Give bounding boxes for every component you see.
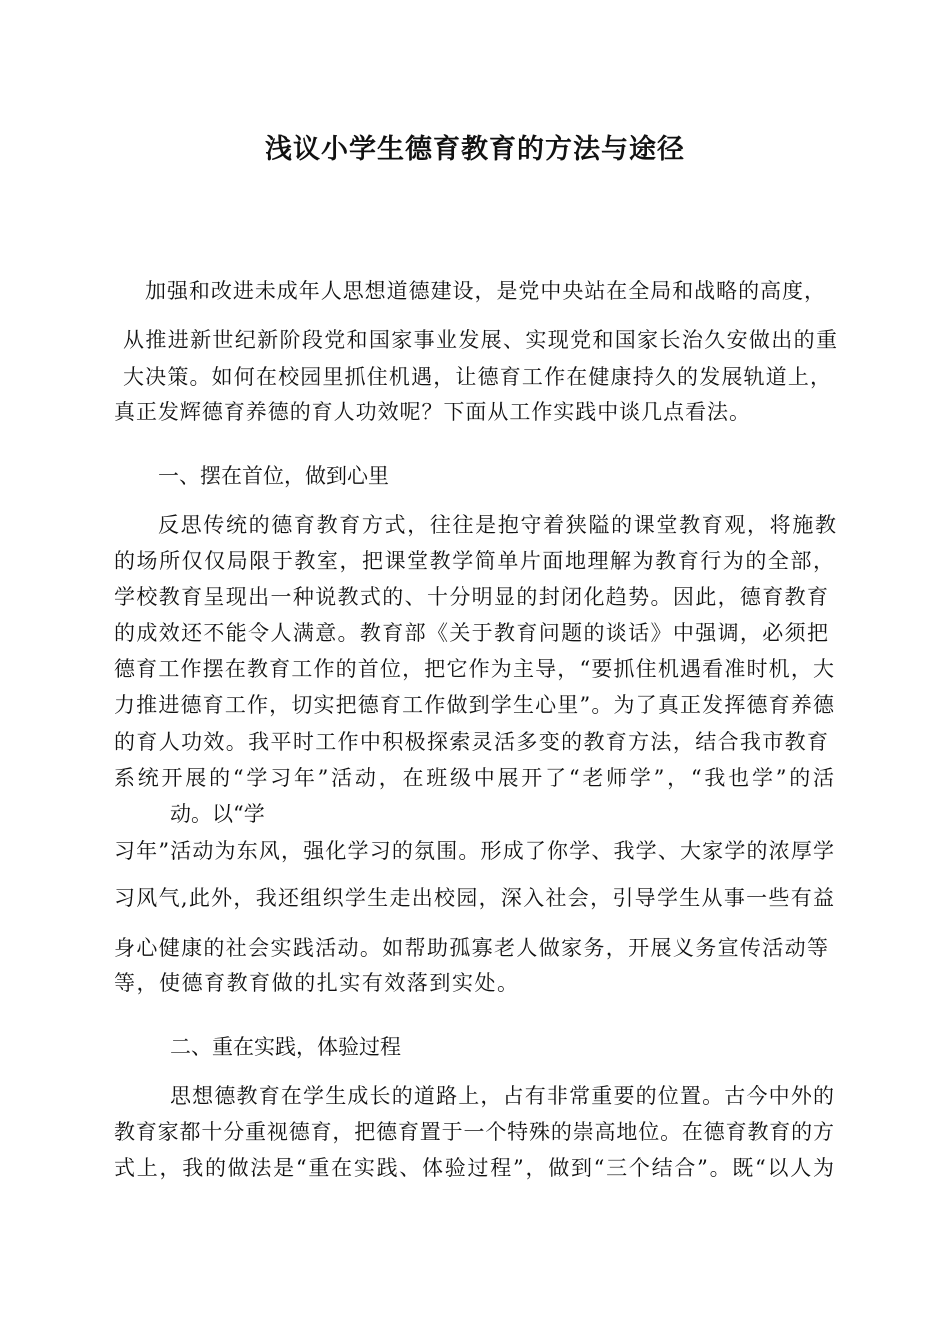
paragraph-line: 的成效还不能令人满意。教育部《关于教育问题的谈话》中强调，必须把 xyxy=(114,621,830,645)
paragraph-line: 思想德教育在学生成长的道路上，占有非常重要的位置。古今中外的 xyxy=(170,1084,836,1108)
paragraph-line: 学校教育呈现出一种说教式的、十分明显的封闭化趋势。因此，德育教育 xyxy=(114,585,830,609)
paragraph-line: 动。以“学 xyxy=(170,802,265,826)
paragraph-line: 习年”活动为东风，强化学习的氛围。形成了你学、我学、大家学的浓厚学 xyxy=(114,839,836,863)
section-heading-1: 一、摆在首位，做到心里 xyxy=(158,464,389,488)
paragraph-line: 德育工作摆在教育工作的首位，把它作为主导，“要抓住机遇看准时机，大 xyxy=(114,657,836,681)
paragraph-line: 身心健康的社会实践活动。如帮助孤寡老人做家务，开展义务宣传活动等 xyxy=(114,936,830,960)
paragraph-line: 等，使德育教育做的扎实有效落到实处。 xyxy=(114,971,520,995)
paragraph-line: 大决策。如何在校园里抓住机遇，让德育工作在健康持久的发展轨道上， xyxy=(123,365,833,389)
paragraph-line: 式上，我的做法是“重在实践、体验过程”，做到“三个结合”。既“以人为 xyxy=(114,1156,836,1180)
document-title: 浅议小学生德育教育的方法与途径 xyxy=(265,134,685,165)
paragraph-line: 从推进新世纪新阶段党和国家事业发展、实现党和国家长治久安做出的重 xyxy=(123,328,839,352)
section-heading-2: 二、重在实践，体验过程 xyxy=(170,1035,401,1059)
paragraph-line: 加强和改进未成年人思想道德建设，是党中央站在全局和战略的高度， xyxy=(145,279,826,303)
paragraph-line: 真正发辉德育养德的育人功效呢？下面从工作实践中谈几点看法。 xyxy=(114,400,751,424)
paragraph-line: 力推进德育工作，切实把德育工作做到学生心里”。为了真正发挥德育养德 xyxy=(114,693,836,717)
paragraph-line: 反思传统的德育教育方式，往往是抱守着狭隘的课堂教育观，将施教 xyxy=(158,513,838,537)
paragraph-line: 教育家都十分重视德育，把德育置于一个特殊的崇高地位。在德育教育的方 xyxy=(114,1120,835,1144)
paragraph-line: 习风气,此外，我还组织学生走出校园，深入社会，引导学生从事一些有益 xyxy=(114,886,836,910)
paragraph-line: 的育人功效。我平时工作中积极探索灵活多变的教育方法，结合我市教育 xyxy=(114,730,830,754)
paragraph-line: 的场所仅仅局限于教室，把课堂教学简单片面地理解为教育行为的全部， xyxy=(114,549,836,573)
paragraph-line: 系统开展的“学习年”活动，在班级中展开了“老师学”，“我也学”的活 xyxy=(114,766,837,790)
